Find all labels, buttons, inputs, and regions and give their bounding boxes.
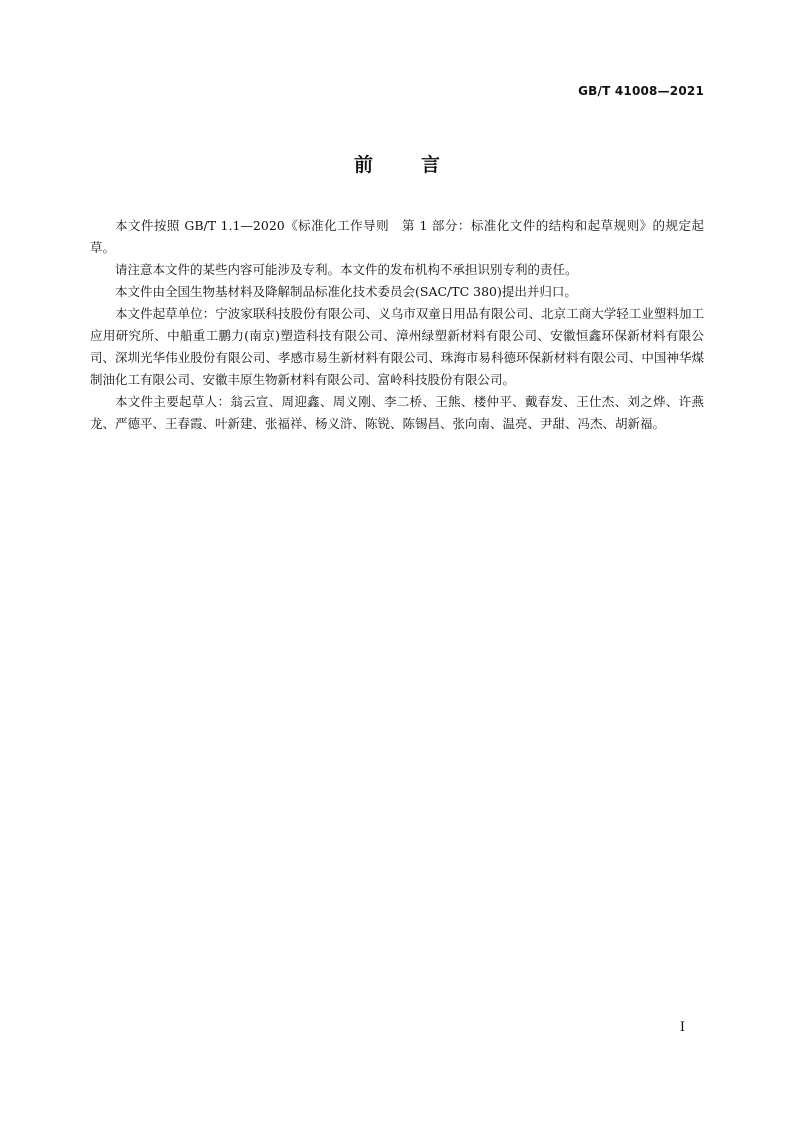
- standard-number: GB/T 41008—2021: [578, 84, 704, 98]
- paragraph-drafting-rules: 本文件按照 GB/T 1.1—2020《标准化工作导则 第 1 部分：标准化文件的结构和起草规则》的规定起草。: [90, 218, 704, 255]
- paragraph-patent-notice: 请注意本文件的某些内容可能涉及专利。本文件的发布机构不承担识别专利的责任。: [115, 262, 578, 277]
- paragraph-drafting-units: 本文件起草单位：宁波家联科技股份有限公司、义乌市双童日用品有限公司、北京工商大学轻工业塑料加工应用研究所、中船重工鹏力(南京)塑造科技有限公司、漳州绿塑新材料有限公司、安徽恒鑫环保新材料有限公司、深圳光华伟业股份有限公司、孝感市易生新材料有限公司、珠海市易科德环保新材料有限公司、中国神华煤制油化工有限公司、安徽丰原生物新材料有限公司、富岭科技股份有限公司。: [90, 306, 704, 387]
- paragraph-proposer: 本文件由全国生物基材料及降解制品标准化技术委员会(SAC/TC 380)提出并归口。: [115, 284, 577, 299]
- paragraph-drafters: 本文件主要起草人：翁云宣、周迎鑫、周义刚、李二桥、王熊、楼仲平、戴春发、王仕杰、刘之烨、许燕龙、严德平、王春霞、叶新建、张福祥、杨义浒、陈锐、陈锡昌、张向南、温亮、尹甜、冯杰、胡新福。: [90, 394, 704, 431]
- document-body: [90, 215, 704, 435]
- page-number: I: [679, 1020, 685, 1035]
- page-title: 前言: [353, 154, 488, 176]
